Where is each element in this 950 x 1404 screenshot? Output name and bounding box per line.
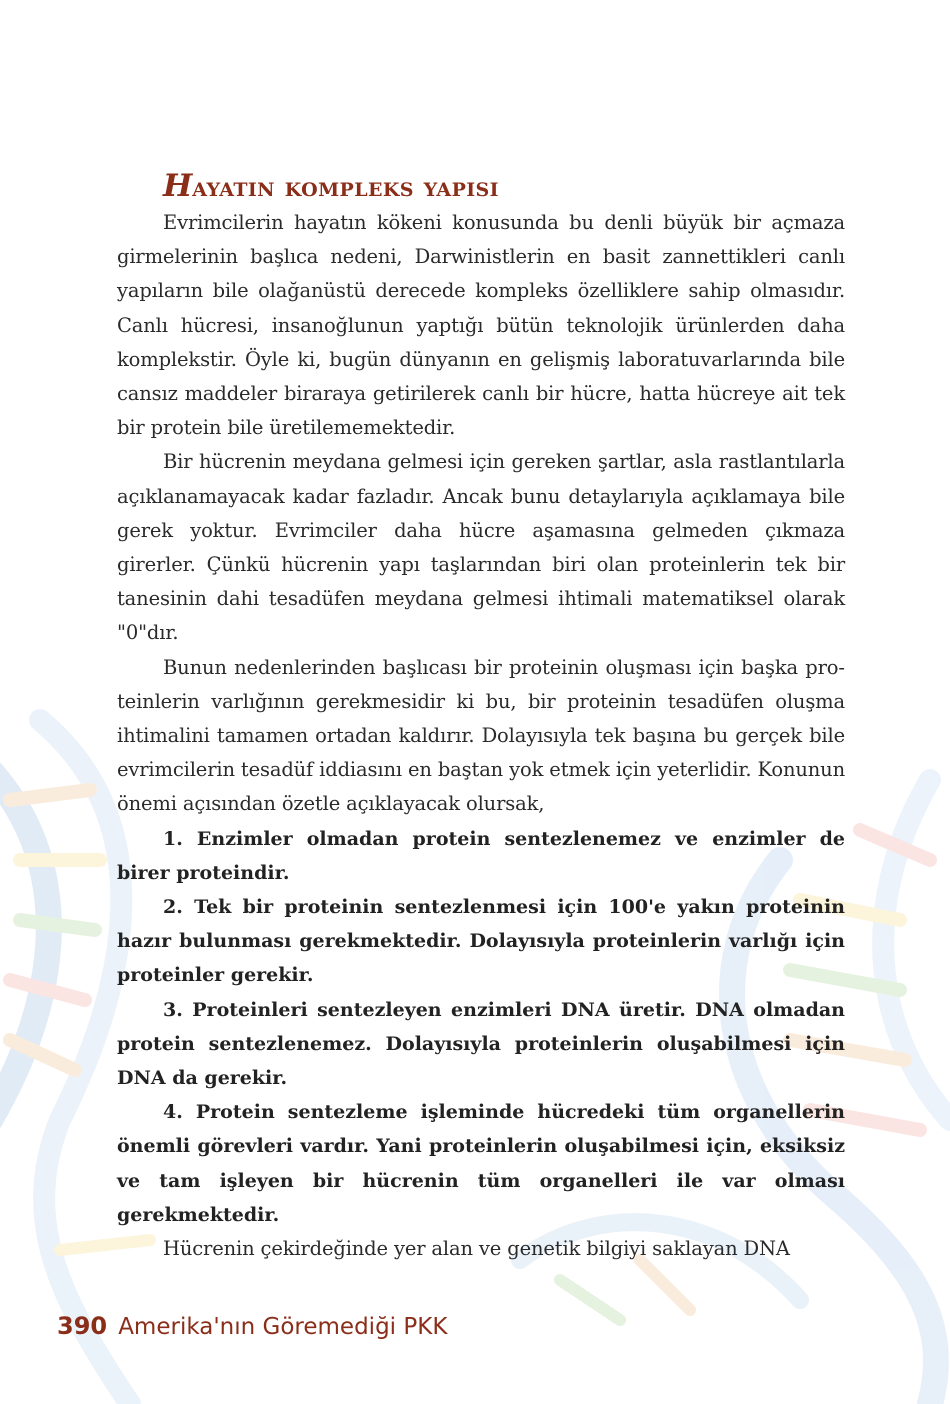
body-paragraph: Bunun nedenlerinden başlıcası bir proteinin oluşması için başka proteinlerin varlığının gerekmesidir ki bu, bir proteinin tesadüfen oluşma ihtimalini tamamen ortadan kaldırır. Dolayısıyla tek başına bu gerçek bile evrimcilerin tesadüf iddiasını en baştan yok etmek için yeterlidir. Konunun önemi açısından özetle açıklayacak olursak, (117, 655, 845, 816)
section-heading (163, 166, 845, 206)
numbered-point-4: 4. Protein sentezleme işleminde hücredeki tüm organellerin önemli görevleri vardır. Yani proteinlerin oluşabilmesi için, eksiksiz ve tam işleyen bir hücrenin tüm organelleri ile var olması gerekmektedir. (117, 1101, 845, 1226)
numbered-point-1: 1. Enzimler olmadan protein sentezlenemez ve enzimler de birer proteindir. (117, 827, 845, 884)
page-content (117, 166, 845, 1266)
numbered-point-2: 2. Tek bir proteinin sentezlenmesi için 100'e yakın proteinin hazır bulunması gerekmektedir. Dolayısıyla proteinlerin varlığı için proteinler gerekir. (117, 896, 845, 987)
closing-paragraph: Hücrenin çekirdeğinde yer alan ve genetik bilgiyi saklayan DNA (163, 1237, 790, 1261)
numbered-point-3: 3. Proteinleri sentezleyen enzimleri DNA üretir. DNA olmadan protein sentezlenemez. Dolayısıyla proteinlerin oluşabilmesi için DNA da gerekir. (117, 998, 845, 1090)
heading-initial: H (163, 168, 193, 204)
page-number: 390 (57, 1312, 108, 1340)
page-footer (57, 1306, 447, 1346)
heading-text: ayatın kompleks yapısı (192, 172, 499, 203)
body-paragraph: Bir hücrenin meydana gelmesi için gereken şartlar, asla rastlantılarla açıklanamayacak kadar fazladır. Ancak bunu detaylarıyla açıklamaya bile gerek yoktur. Evrimciler daha hücre aşamasına gelmeden çıkmaza girerler. Çünkü hücrenin yapı taşlarından biri olan proteinlerin tek bir tanesinin dahi tesadüfen meydana gelmesi ihtimali matematiksel olarak "0"dır. (117, 450, 845, 645)
book-title: Amerika'nın Göremediği PKK (118, 1314, 448, 1340)
body-paragraph: Evrimcilerin hayatın kökeni konusunda bu denli büyük bir açmaza girmelerinin başlıca nedeni, Darwinistlerin en basit zannettikleri canlı yapıların bile olağanüstü derecede kompleks özelliklere sahip olmasıdır. Canlı hücresi, insanoğlunun yaptığı bütün teknolojik ürünlerden daha komplekstir. Öyle ki, bugün dünyanın en gelişmiş laboratuvarlarında bile cansız maddeler biraraya getirilerek canlı bir hücre, hatta hücreye ait tek bir protein bile üretilememektedir. (117, 211, 845, 440)
